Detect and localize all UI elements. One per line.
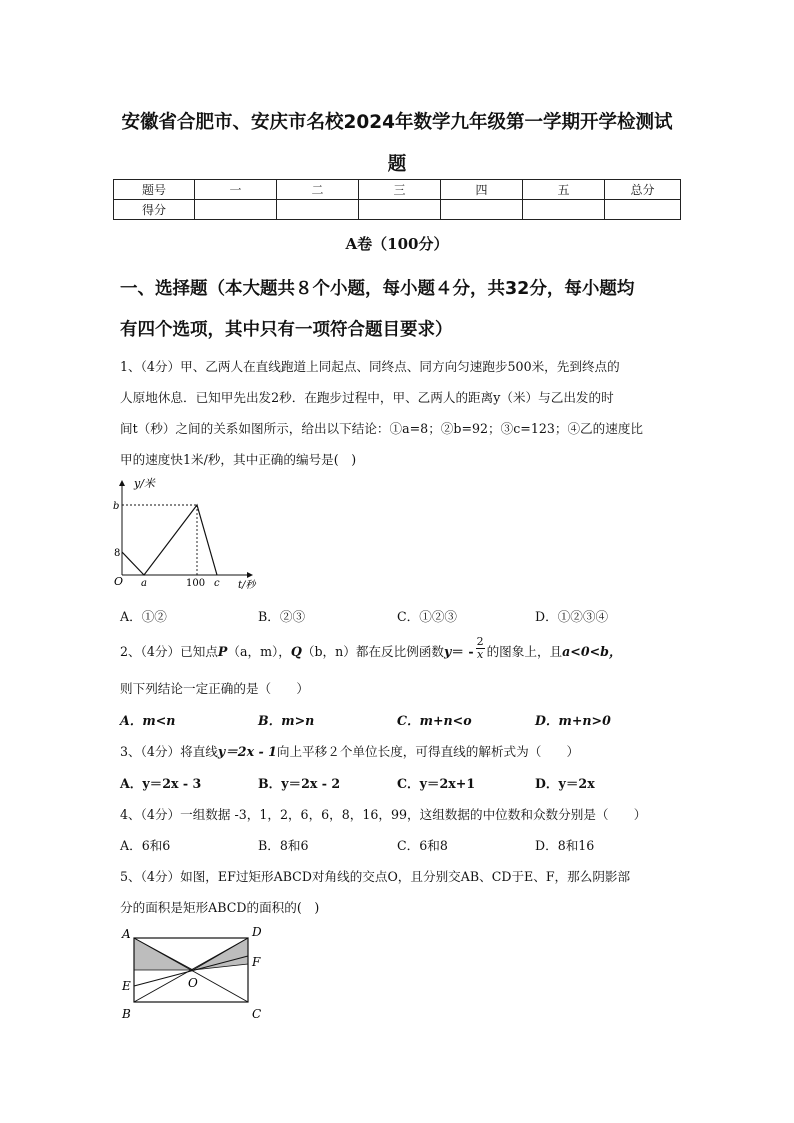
paper-label: A卷（100分） (345, 235, 449, 253)
table-cell: 一 (195, 180, 277, 200)
q1-graph (112, 475, 262, 593)
q2-option-b[interactable]: B．m>n (258, 713, 315, 728)
q2-text-line2: 则下列结论一定正确的是（ ） (120, 681, 309, 696)
label-a: a (141, 578, 147, 589)
section-heading-continued: 有四个选项，其中只有一项符合题目要求） (120, 320, 453, 340)
label-C: C (252, 1007, 262, 1021)
table-cell: 四 (441, 180, 523, 200)
label-origin: O (114, 575, 124, 588)
q1-option-d[interactable]: D．①②③④ (535, 609, 609, 624)
label-B: B (122, 1007, 131, 1021)
score-input-cell[interactable] (523, 200, 605, 220)
q1-text-line3: 间t（秒）之间的关系如图所示，给出以下结论：①a=8；②b=92；③c=123；④乙的速度比 (120, 421, 644, 436)
q2-text-line1 (120, 635, 622, 661)
table-cell: 总分 (605, 180, 681, 200)
q3-option-d[interactable]: D．y＝2x (535, 776, 595, 791)
q5-text-line1: 5、（4分）如图，EF过矩形ABCD对角线的交点O，且分别交AB、CD于E、F，那么阴影部 (120, 869, 631, 884)
q4-option-a[interactable]: A．6和6 (120, 838, 171, 853)
q2-option-d[interactable]: D．m+n>0 (535, 713, 611, 728)
q4-text: 4、（4分）一组数据 -3，1，2，6，6，8，16，99，这组数据的中位数和众数分别是（ ） (120, 807, 647, 822)
label-b: b (113, 501, 120, 512)
score-input-cell[interactable] (441, 200, 523, 220)
score-input-cell[interactable] (605, 200, 681, 220)
section-heading: 一、选择题（本大题共８个小题，每小题４分，共32分，每小题均 (120, 279, 635, 299)
table-cell: 二 (277, 180, 359, 200)
score-table-header-row (114, 180, 681, 200)
q4-option-d[interactable]: D．8和16 (535, 838, 595, 853)
func-lhs: y (444, 644, 452, 659)
q5-rectangle-figure (112, 922, 272, 1028)
q1-option-a[interactable]: A．①② (120, 609, 167, 624)
q3-suffix: 向上平移２个单位长度，可得直线的解析式为（ ） (276, 744, 580, 759)
q3-expression: y＝2x - 1 (217, 744, 277, 759)
q3-text (120, 741, 579, 760)
q3-prefix: 3、（4分）将直线 (120, 744, 218, 759)
table-cell: 得分 (114, 200, 195, 220)
label-F: F (252, 955, 261, 969)
score-input-cell[interactable] (277, 200, 359, 220)
q5-text-line2: 分的面积是矩形ABCD的面积的( ) (120, 900, 320, 915)
score-table-score-row (114, 200, 681, 220)
q3-option-c[interactable]: C．y＝2x+1 (397, 776, 476, 791)
label-E: E (122, 979, 131, 993)
label-A: A (122, 927, 131, 941)
q1-text-line4: 甲的速度快1米/秒，其中正确的编号是( ) (120, 452, 357, 467)
table-cell: 题号 (114, 180, 195, 200)
q2-suffix: 的图象上，且 (486, 644, 563, 659)
q2-p-args: （a，m）， (227, 644, 291, 659)
table-cell: 五 (523, 180, 605, 200)
y-axis-label: y/米 (134, 477, 155, 490)
func-eq: ＝ - (451, 644, 474, 659)
label-c: c (214, 578, 220, 589)
point-q: Q (290, 644, 302, 659)
q2-q-args: （b，n）都在反比例函数 (301, 644, 445, 659)
q2-option-c[interactable]: C．m+n<o (397, 713, 472, 728)
label-O: O (188, 976, 198, 990)
q2-option-a[interactable]: A．m<n (120, 713, 176, 728)
table-cell: 三 (359, 180, 441, 200)
label-8: 8 (114, 548, 121, 559)
score-input-cell[interactable] (359, 200, 441, 220)
q3-option-b[interactable]: B．y＝2x - 2 (258, 776, 341, 791)
q1-option-c[interactable]: C．①②③ (397, 609, 458, 624)
q2-prefix: 2、（4分）已知点 (120, 644, 218, 659)
page-title-continued: 题 (387, 154, 407, 175)
q4-option-c[interactable]: C．6和8 (397, 838, 448, 853)
score-table (113, 179, 681, 220)
x-axis-label: t/秒 (238, 580, 256, 591)
label-100: 100 (186, 578, 206, 589)
point-p: P (217, 644, 228, 659)
q4-option-b[interactable]: B．8和6 (258, 838, 309, 853)
fraction (476, 636, 485, 661)
label-D: D (252, 925, 262, 939)
fraction-numerator: 2 (476, 635, 484, 648)
distance-curve (122, 505, 217, 575)
q1-text-line2: 人原地休息．已知甲先出发2秒．在跑步过程中，甲、乙两人的距离y（米）与乙出发的时 (120, 390, 614, 405)
q1-option-b[interactable]: B．②③ (258, 609, 306, 624)
q3-option-a[interactable]: A．y＝2x - 3 (120, 776, 202, 791)
fraction-denominator: x (476, 648, 484, 661)
page-title: 安徽省合肥市、安庆市名校2024年数学九年级第一学期开学检测试 (121, 112, 673, 133)
score-input-cell[interactable] (195, 200, 277, 220)
q2-condition: a<0<b， (562, 644, 622, 659)
q1-text-line1: 1、（4分）甲、乙两人在直线跑道上同起点、同终点、同方向匀速跑步500米，先到终点的 (120, 359, 620, 374)
